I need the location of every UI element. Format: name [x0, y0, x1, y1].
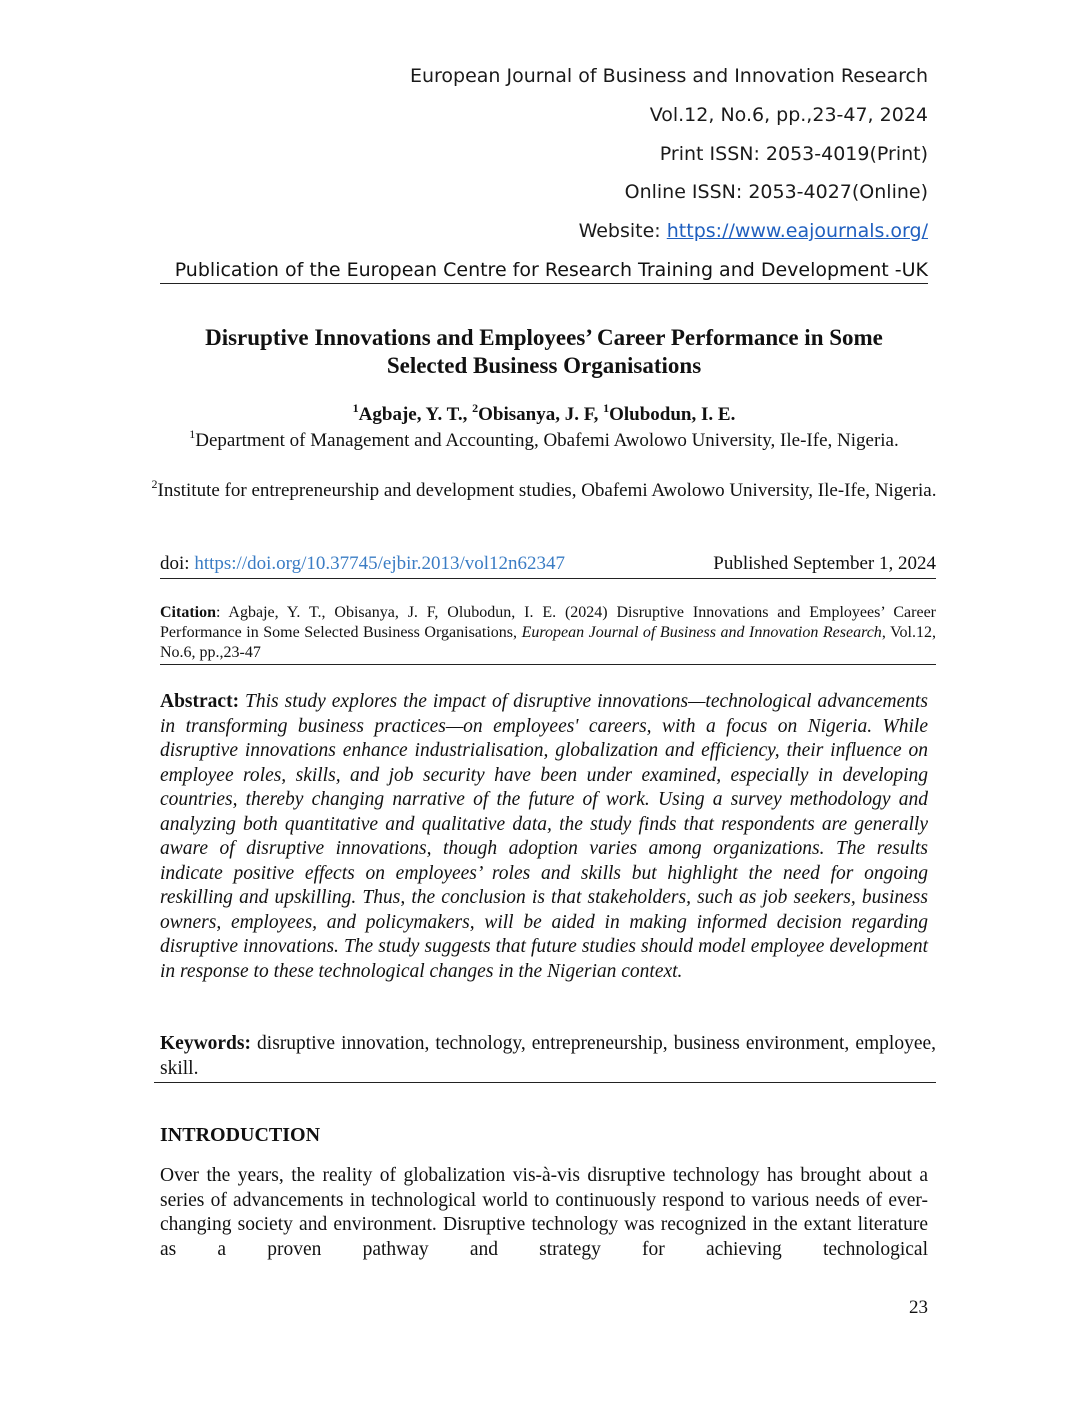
- title-line-1: Disruptive Innovations and Employees’ Career Performance in Some: [205, 325, 883, 350]
- title-line-2: Selected Business Organisations: [386, 353, 702, 378]
- author-3-affiliation-mark: 1: [603, 400, 610, 415]
- doi: [160, 552, 565, 576]
- keywords-text: disruptive innovation, technology, entrepreneurship, business environment, employee, skill.: [160, 1033, 936, 1079]
- author-list: [150, 400, 938, 426]
- website-line: [579, 219, 928, 243]
- affiliation-1-text: Department of Management and Accounting, Obafemi Awolowo University, Ile-Ife, Nigeria.: [195, 430, 899, 451]
- doi-row: [160, 552, 936, 579]
- affiliation-1: [150, 426, 938, 453]
- citation-text: : Agbaje, Y. T., Obisanya, J. F, Olubodun, I. E. (2024) Disruptive Innovations and Employees’ Career Performance in Some Selected Business Organisations,: [160, 604, 936, 641]
- paper-title: [120, 324, 968, 380]
- journal-name: European Journal of Business and Innovation Research: [409, 65, 928, 87]
- citation-tail: , Vol.12, No.6, pp.,23-47: [160, 624, 937, 661]
- journal-volume: Vol.12, No.6, pp.,23-47, 2024: [649, 104, 928, 126]
- affiliation-2-mark: 2: [151, 476, 158, 491]
- affiliation-2: [150, 476, 938, 503]
- affiliation-2-text: Institute for entrepreneurship and development studies, Obafemi Awolowo University, Ile-Ife, Nigeria.: [157, 480, 937, 501]
- introduction-heading: INTRODUCTION: [160, 1124, 321, 1146]
- citation-journal: European Journal of Business and Innovation Research: [521, 624, 882, 641]
- website-link[interactable]: https://www.eajournals.org/: [666, 220, 928, 242]
- keywords-block: [154, 1032, 936, 1083]
- doi-link[interactable]: https://doi.org/10.37745/ejbir.2013/vol12n62347: [194, 553, 565, 574]
- online-issn: Online ISSN: 2053-4027(Online): [624, 181, 928, 203]
- author-3: Olubodun, I. E.: [609, 404, 736, 425]
- citation-label: Citation: [160, 604, 216, 621]
- abstract-label: Abstract:: [160, 691, 240, 712]
- abstract-text: This study explores the impact of disruptive innovations—technological advancements in transforming business practices—on employees' careers, with a focus on Nigeria. While disruptive innovations enhance industrialisation, globalization and efficiency, their influence on employee roles, skills, and job security have been under examined, especially in developing countries, thereby changing narrative of the future of work. Using a survey methodology and analyzing both quantitative and qualitative data, the study finds that respondents are generally aware of disruptive innovations, though adoption varies among organizations. The results indicate positive effects on employees’ roles and skills but highlight the need for ongoing reskilling and upskilling. Thus, the conclusion is that stakeholders, such as job seekers, business owners, employees, and policymakers, will be aided in making informed decision regarding disruptive innovations. The study suggests that future studies should model employee development in response to these technological changes in the Nigerian context.: [160, 691, 928, 982]
- keywords-label: Keywords:: [160, 1033, 251, 1054]
- print-issn: Print ISSN: 2053-4019(Print): [659, 143, 928, 165]
- published-date: Published September 1, 2024: [713, 553, 936, 574]
- publication-line: Publication of the European Centre for Research Training and Development -UK: [160, 258, 928, 284]
- author-2-affiliation-mark: 2: [472, 400, 479, 415]
- website-label: Website:: [578, 220, 667, 242]
- citation-block: [160, 603, 936, 665]
- doi-label: doi:: [160, 553, 195, 574]
- introduction-paragraph: Over the years, the reality of globalization vis-à-vis disruptive technology has brought about a series of advancements in technological world to continuously respond to various needs of ever-changing society and environment. Disruptive technology was recognized in the extant literature as a proven pathway and strategy for achieving technological: [160, 1165, 928, 1260]
- abstract-block: [160, 690, 928, 984]
- affiliation-1-mark: 1: [189, 426, 196, 441]
- author-1: Agbaje, Y. T.,: [358, 404, 473, 425]
- author-2: Obisanya, J. F,: [478, 404, 604, 425]
- page-number: 23: [909, 1297, 928, 1318]
- author-1-affiliation-mark: 1: [352, 400, 359, 415]
